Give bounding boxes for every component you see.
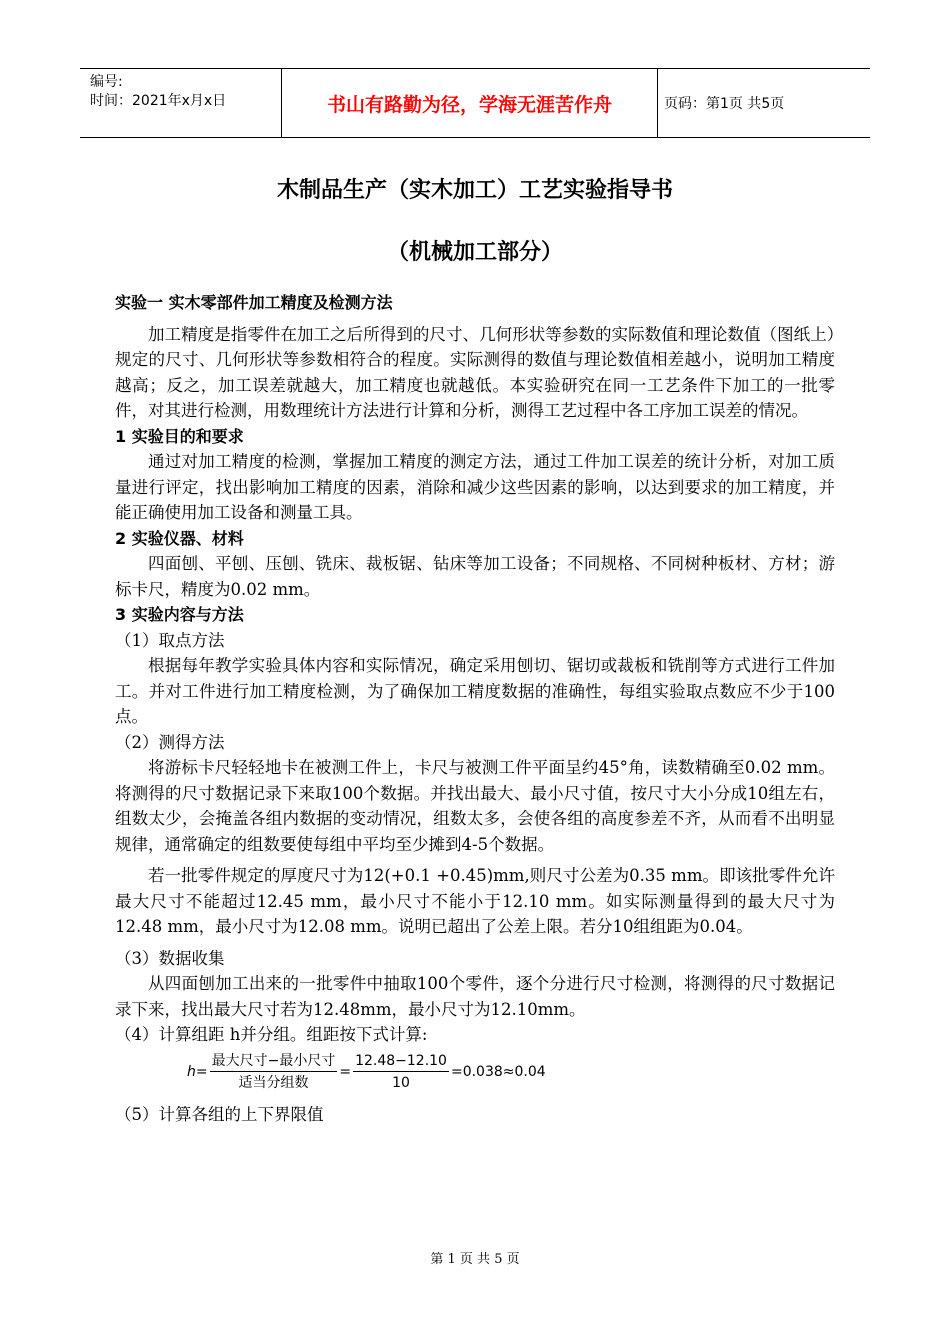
code-label: 编号: (90, 74, 123, 90)
subsection-2-title: （2）测得方法 (115, 732, 225, 752)
experiment-title: 实验一 实木零部件加工精度及检测方法 (115, 293, 393, 312)
subsection-3-text: 从四面刨加工出来的一批零件中抽取100个零件，逐个分进行尺寸检测，将测得的尺寸数据记录下来，找出最大尺寸若为12.48mm，最小尺寸为12.10mm。 (115, 974, 835, 1019)
page-footer: 第 1 页 共 5 页 (430, 1252, 520, 1267)
formula-equals-2: = (339, 1063, 352, 1080)
intro-paragraph: 加工精度是指零件在加工之后所得到的尺寸、几何形状等参数的实际数值和理论数值（图纸上）规定的尺寸、几何形状等参数相符合的程度。实际测得的数值与理论数值相差越小，说明加工精度越高；反之，加工误差就越大，加工精度也就越低。本实验研究在同一工艺条件下加工的一批零件，对其进行检测，用数理统计方法进行计算和分析，测得工艺过程中各工序加工误差的情况。 (115, 324, 835, 420)
formula-fraction-2 (353, 1051, 449, 1094)
formula-numerator-2: 12.48−12.10 (353, 1051, 449, 1072)
section-2-text: 四面刨、平刨、压刨、铣床、裁板锯、钻床等加工设备；不同规格、不同树种板材、方材；游标卡尺，精度为0.02 mm。 (115, 554, 835, 599)
subsection-4-title: （4）计算组距 h并分组。组距按下式计算: (115, 1025, 428, 1044)
subsection-2-text: 将游标卡尺轻轻地卡在被测工件上，卡尺与被测工件平面呈约45°角，读数精确至0.02 mm。将测得的尺寸数据记录下来取100个数据。并找出最大、最小尺寸值，按尺寸大小分成10组左右，组数太少，会掩盖各组内数据的变动情况，组数太多，会使各组的高度参差不齐，从而看不出明显规律，通常确定的组数要使每组中平均至少摊到4-5个数据。 (115, 758, 835, 854)
formula-denominator-1: 适当分组数 (238, 1075, 309, 1091)
main-content (115, 290, 835, 1127)
header-table (80, 68, 870, 138)
motto: 书山有路勤为径，学海无涯苦作舟 (282, 69, 658, 137)
group-distance-formula (187, 1050, 835, 1096)
section-2-title: 2 实验仪器、材料 (115, 528, 244, 548)
subsection-1-title: （1）取点方法 (115, 630, 225, 650)
page-title: 木制品生产（实木加工）工艺实验指导书 (276, 178, 673, 203)
formula-fraction-1 (210, 1051, 338, 1094)
subsection-1-text: 根据每年教学实验具体内容和实际情况，确定采用刨切、锯切或裁板和铣削等方式进行工件加工。并对工件进行加工精度检测，为了确保加工精度数据的准确性，每组实验取点数应不少于100点。 (115, 656, 835, 726)
section-3-title: 3 实验内容与方法 (115, 605, 244, 624)
time-label: 时间：2021年x月x日 (90, 93, 227, 109)
formula-denominator-2: 10 (392, 1075, 410, 1091)
header-left-cell (80, 69, 282, 137)
subsection-2-text-2: 若一批零件规定的厚度尺寸为12(+0.1 +0.45)mm,则尺寸公差为0.35 mm。即该批零件允许最大尺寸不能超过12.45 mm，最小尺寸不能小于12.10 mm。如实际测量得到的最大尺寸为12.48 mm，最小尺寸为12.08 mm。说明已超出了公差上限。若分10组组距为0.04。 (115, 866, 835, 936)
formula-equals-1: = (195, 1063, 208, 1080)
section-1-title: 1 实验目的和要求 (115, 426, 244, 446)
formula-variable: h (187, 1063, 196, 1080)
subsection-3-title: （3）数据收集 (115, 948, 225, 968)
page-label: 页码：第1页 共5页 (664, 96, 785, 112)
page-subtitle: （机械加工部分） (386, 240, 563, 265)
subsection-5-title: （5）计算各组的上下界限值 (115, 1104, 324, 1124)
formula-numerator-1: 最大尺寸−最小尺寸 (210, 1051, 338, 1072)
formula-result: =0.038≈0.04 (450, 1063, 546, 1080)
section-1-text: 通过对加工精度的检测，掌握加工精度的测定方法，通过工件加工误差的统计分析，对加工质量进行评定，找出影响加工精度的因素，消除和减少这些因素的影响，以达到要求的加工精度，并能正确使用加工设备和测量工具。 (115, 452, 835, 522)
